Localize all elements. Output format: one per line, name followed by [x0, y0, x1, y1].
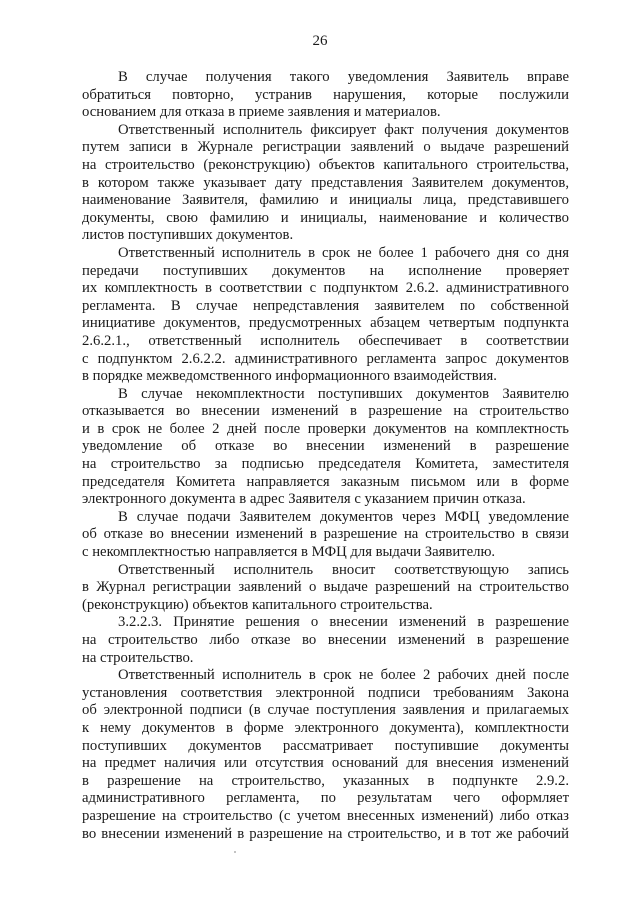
text-line: наименование Заявителя, фамилию и инициалы лица, представившего — [82, 192, 569, 209]
text-line: 2.6.2.1., ответственный исполнитель обеспечивает в соответствии — [82, 332, 569, 349]
text-line: на строительство. — [82, 649, 194, 666]
text-line: председателя Комитета направляется заказным письмом или в форме — [82, 473, 569, 490]
text-line: установления соответствия электронной подписи требованиям Закона — [82, 684, 569, 701]
text-line: (реконструкцию) объектов капитального строительства. — [82, 596, 433, 613]
text-line: электронного документа в адрес Заявителя с указанием причин отказа. — [82, 491, 526, 508]
text-line: Ответственный исполнитель фиксирует факт получения документов — [118, 121, 569, 138]
text-line: в Журнал регистрации заявлений о выдаче разрешений на строительство — [82, 579, 569, 596]
text-line: обратиться повторно, устранив нарушения, которые послужили — [82, 86, 569, 103]
text-line: разрешение на строительство (с учетом внесенных изменений) либо отказ — [82, 807, 569, 824]
text-line: регламента. В случае непредставления заявителем по собственной — [82, 297, 569, 314]
document-body — [82, 69, 569, 843]
text-line: Ответственный исполнитель в срок не более 1 рабочего дня со дня — [118, 244, 569, 261]
scan-speck — [234, 851, 236, 853]
text-line: в порядке межведомственного информационного взаимодействия. — [82, 368, 497, 385]
page-number: 26 — [312, 33, 328, 49]
text-line: уведомление об отказе во внесении изменений в разрешение — [82, 438, 569, 455]
text-line: Ответственный исполнитель в срок не более 2 рабочих дней после — [118, 667, 569, 684]
text-line: отказывается во внесении изменений в разрешение на строительство — [82, 403, 569, 420]
text-line: об отказе во внесении изменений в разрешение на строительство в связи — [82, 526, 569, 543]
text-line: на строительство либо отказе во внесении изменений в разрешение — [82, 632, 569, 648]
text-line: В случае некомплектности поступивших документов Заявителю — [118, 385, 569, 402]
text-line: поступивших документов рассматривает поступившие документы — [82, 737, 569, 754]
text-line: документы, свою фамилию и инициалы, наименование и количество — [82, 209, 569, 226]
text-line: с подпунктом 2.6.2.2. административного регламента запрос документов — [82, 350, 569, 367]
text-line: В случае получения такого уведомления Заявитель вправе — [118, 69, 569, 85]
text-line: к нему документов в форме электронного документа), комплектности — [82, 719, 569, 736]
text-line: на строительство (реконструкцию) объектов капитального строительства, — [82, 156, 569, 173]
text-line: с некомплектностью направляется в МФЦ для выдачи Заявителю. — [82, 544, 496, 561]
text-line: в котором также указывает дату представления Заявителем документов, — [82, 174, 569, 191]
text-line: их комплектность в соответствии с подпунктом 2.6.2. административного — [82, 280, 569, 297]
text-line: во внесении изменений в разрешение на строительство, и в тот же рабочий — [82, 825, 569, 842]
text-line: листов поступивших документов. — [82, 227, 294, 244]
text-line: основанием для отказа в приеме заявления и материалов. — [82, 104, 441, 121]
text-line: административного регламента, по результатам чего оформляет — [82, 790, 569, 807]
text-line: В случае подачи Заявителем документов через МФЦ уведомление — [118, 508, 569, 525]
text-line: в разрешение на строительство, указанных в подпункте 2.9.2. — [82, 772, 569, 789]
text-line: инициативе документов, предусмотренных абзацем четвертым подпункта — [82, 315, 569, 332]
text-line: и в срок не более 2 дней после проверки документов на комплектность — [82, 420, 569, 437]
text-line: на строительство за подписью председателя Комитета, заместителя — [82, 456, 569, 473]
text-line: на предмет наличия или отсутствия оснований для внесения изменений — [82, 755, 569, 772]
text-line: 3.2.2.3. Принятие решения о внесении изменений в разрешение — [118, 614, 569, 631]
text-line: передачи поступивших документов на исполнение проверяет — [82, 262, 569, 279]
text-line: об электронной подписи (в случае поступления заявления и прилагаемых — [82, 702, 569, 719]
text-line: путем записи в Журнале регистрации заявлений о выдаче разрешений — [82, 139, 569, 156]
text-line: Ответственный исполнитель вносит соответствующую запись — [118, 561, 569, 578]
